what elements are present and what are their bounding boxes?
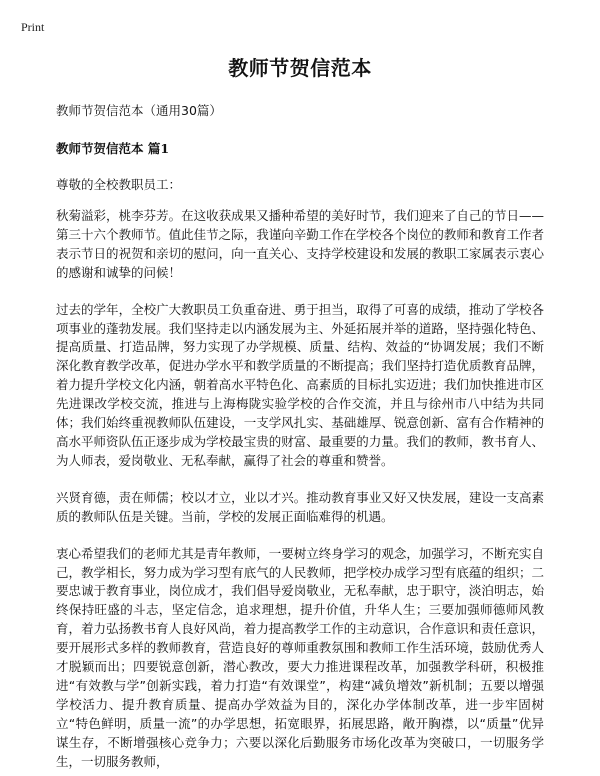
print-link[interactable]: Print xyxy=(21,20,45,34)
paragraph: 兴贤育德，责在师儒；校以才立，业以才兴。推动教育事业又好又快发展，建设一支高素质的教师队伍是关键。当前，学校的发展正面临难得的机遇。 xyxy=(56,489,544,524)
greeting-line: 尊敬的全校教职员工： xyxy=(56,177,182,192)
paragraph: 衷心希望我们的老师尤其是青年教师，一要树立终身学习的观念，加强学习，不断充实自己，教学相长，努力成为学习型有底气的人民教师，把学校办成学习型有底蕴的组织；二要忠诚于教育事业，岗位成才，我们倡导爱岗敬业，无私奉献，忠于职守，淡泊明志，始终保持旺盛的斗志，坚定信念，追求理想，提升价值，升华人生；三要加强师德师风教育，着力弘扬教书育人良好风尚，着力提高教学工作的主动意识，合作意识和责任意识，要开展形式多样的教师教育，营造良好的尊师重教氛围和教师工作生活环境，鼓励优秀人才脱颖而出；四要锐意创新，潜心教改，要大力推进课程改革，加强教学科研，积极推进“有效教与学”创新实践，着力打造“有效课堂”，构建“减负增效”新机制；五要以增强学校活力、提升教育质量、提高办学效益为目的，深化办学体制改革，进一步牢固树立“特色鲜明，质量一流”的办学思想，拓宽眼界，拓展思路，敞开胸襟，以“质量”优异谋生存，不断增强核心竞争力；六要以深化后勤服务市场化改革为突破口，一切服务学生，一切服务教师， xyxy=(56,545,544,769)
paragraph: 过去的学年，全校广大教职员工负重奋进、勇于担当，取得了可喜的成绩，推动了学校各项事业的蓬勃发展。我们坚持走以内涵发展为主、外延拓展并举的道路，坚持强化特色、提高质量、打造品牌，努力实现了办学规模、质量、结构、效益的“协调发展；我们不断深化教育教学改革，促进办学水平和教学质量的不断提高；我们坚持打造优质教育品牌，着力提升学校文化内涵，朝着高水平特色化、高素质的目标扎实迈进；我们加快推进市区先进课改学校交流，推进与上海梅陇实验学校的合作交流，并且与徐州市八中结为共同体；我们始终重视教师队伍建设，一支学风扎实、基础雄厚、锐意创新、富有合作精神的高水平师资队伍正逐步成为学校最宝贵的财富、最重要的力量。我们的教师，教书育人、为人师表，爱岗敬业、无私奉献，赢得了社会的尊重和赞誉。 xyxy=(56,301,544,468)
paragraph: 秋菊溢彩，桃李芬芳。在这收获成果又播种希望的美好时节，我们迎来了自己的节日——第三十六个教师节。值此佳节之际，我谨向辛勤工作在学校各个岗位的教师和教育工作者表示节日的祝贺和亲切的慰问，向一直关心、支持学校建设和发展的教职工家属表示衷心的感谢和诚挚的问候！ xyxy=(56,208,544,280)
document-title: 教师节贺信范本 xyxy=(228,56,372,80)
section-heading: 教师节贺信范本 篇1 xyxy=(56,141,170,156)
document-subtitle: 教师节贺信范本（通用30篇） xyxy=(56,103,222,118)
